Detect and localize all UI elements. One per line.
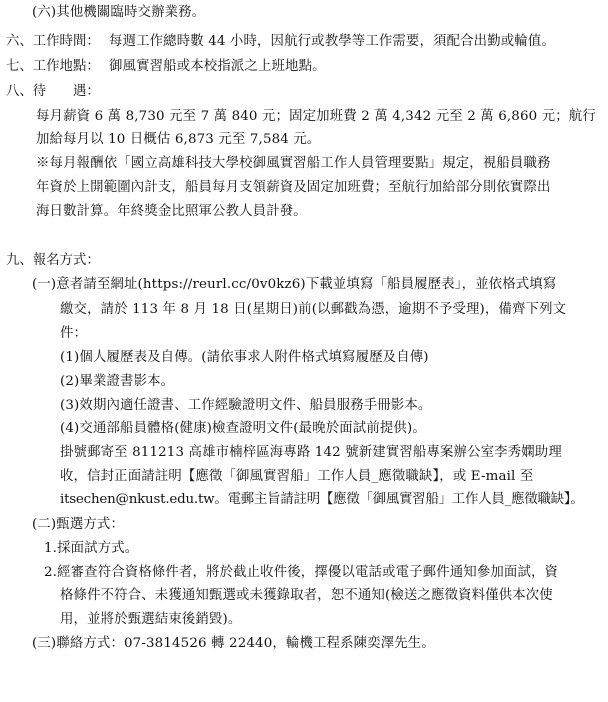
mail-line-1: 掛號郵寄至 811213 高雄市楠梓區海專路 142 號新建實習船專案辦公室李秀嫻助理	[60, 445, 562, 460]
mail-line-2: 收，信封正面請註明【應徵「御風實習船」工作人員_應徵職缺】，或 E-mail 至	[60, 469, 534, 484]
application-item1-line-1: (一)意者請至網址(https://reurl.cc/0v0kz6)下載並填寫「船員履歷表」，並依格式填寫	[32, 277, 557, 292]
document-item-3: (3)效期內適任證書、工作經驗證明文件、船員服務手冊影本。	[60, 398, 432, 413]
document-item-4: (4)交通部船員體格(健康)檢查證明文件(最晚於面試前提供)。	[60, 421, 426, 436]
compensation-note-line-3: 海日數計算。年終獎金比照軍公教人員計發。	[36, 204, 307, 219]
compensation-label: 八、待 遇：	[6, 84, 100, 99]
work-location-text: 御風實習船或本校指派之上班地點。	[109, 59, 326, 74]
compensation-line-1: 每月薪資 6 萬 8,730 元至 7 萬 840 元；固定加班費 2 萬 4,342 元至 2 萬 6,860 元；航行	[36, 109, 596, 124]
selection-item-2-cont-1: 格條件不符合、未獲通知甄選或未獲錄取者，恕不通知(檢送之應徵資料僅供本次使	[60, 588, 553, 603]
selection-item-1: 1.採面試方式。	[44, 541, 139, 556]
compensation-note-line-2: 年資於上開範圍內計支，船員每月支領薪資及固定加班費；至航行加給部分則依實際出	[36, 180, 551, 195]
application-heading: 九、報名方式：	[6, 253, 100, 268]
selection-heading: (二)甄選方式：	[32, 517, 124, 532]
application-item1-line-3: 件：	[60, 326, 88, 341]
work-hours-label: 六、工作時間：	[6, 34, 100, 49]
mail-line-3: itsechen@nkust.edu.tw。電郵主旨請註明【應徵「御風實習船」工作人員_應徵職缺】。	[60, 492, 584, 507]
compensation-note-line-1: ※每月報酬依「國立高雄科技大學校御風實習船工作人員管理要點」規定，視船員職務	[36, 156, 551, 171]
application-item1-line-2: 繳交，請於 113 年 8 月 18 日(星期日)前(以郵戳為憑，逾期不予受理)，備齊下列文	[60, 302, 567, 317]
document-item-2: (2)畢業證書影本。	[60, 374, 175, 389]
selection-item-2-cont-2: 用，並將於甄選結束後銷毀)。	[60, 612, 242, 627]
document-item-1: (1)個人履歷表及自傳。(請依事求人附件格式填寫履歷及自傳)	[60, 350, 429, 365]
selection-item-2: 2.經審查符合資格條件者，將於截止收件後，擇優以電話或電子郵件通知參加面試，資	[44, 565, 559, 580]
work-hours-text: 每週工作總時數 44 小時，因航行或教學等工作需要，須配合出勤或輪值。	[109, 34, 555, 49]
contact-info: (三)聯絡方式：07-3814526 轉 22440，輪機工程系陳奕澤先生。	[32, 636, 435, 651]
work-location-label: 七、工作地點：	[6, 59, 100, 74]
compensation-line-2: 加給每月以 10 日概估 6,873 元至 7,584 元。	[36, 132, 321, 147]
duty-item-6: (六)其他機關臨時交辦業務。	[32, 5, 206, 20]
